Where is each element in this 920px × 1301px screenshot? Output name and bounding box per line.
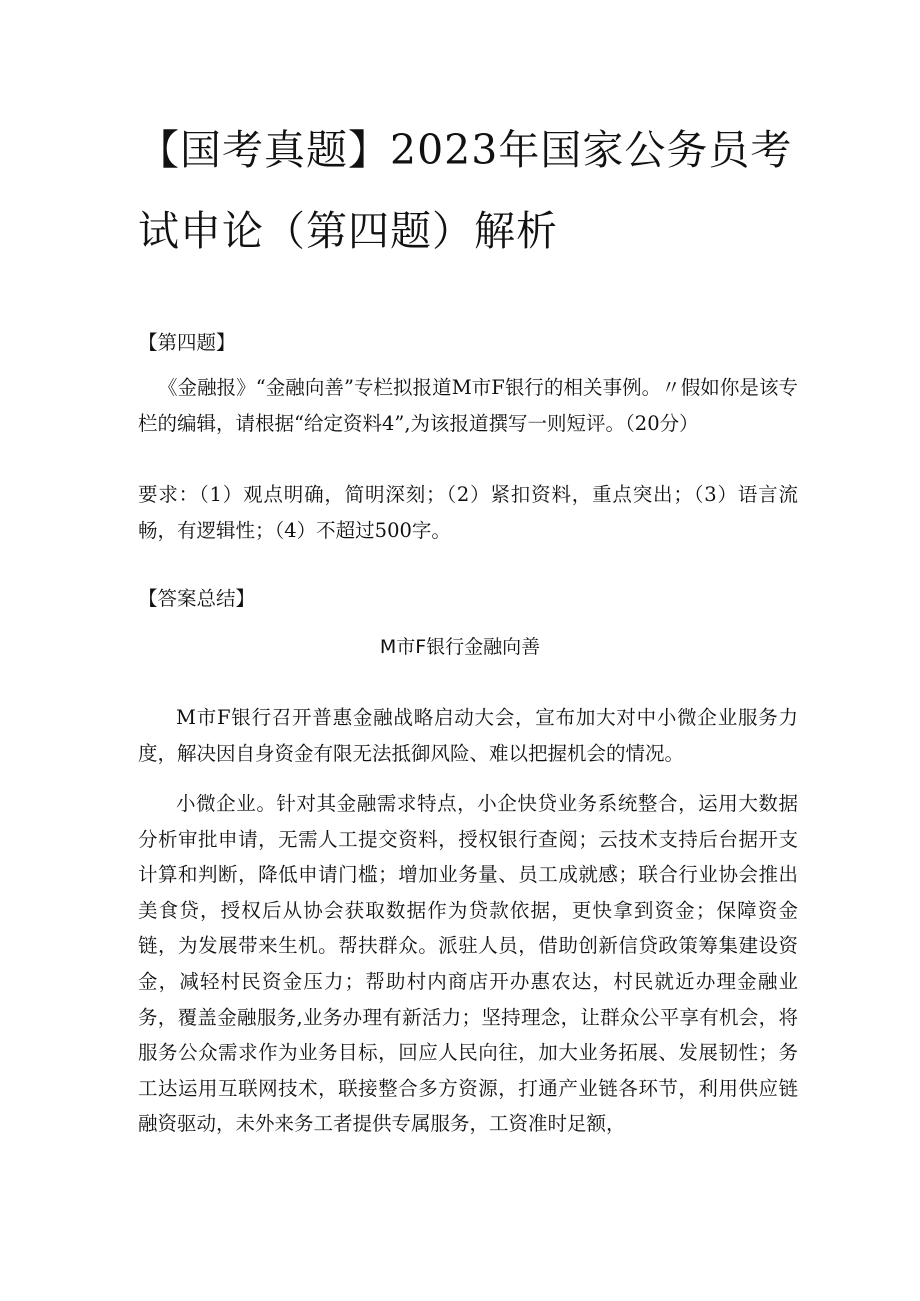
question-label: 【第四题】: [138, 331, 236, 354]
answer-heading: M市F银行金融向善: [379, 636, 541, 658]
question-text-content: 《金融报》“金融向善”专栏拟报道M市F银行的相关事例。〃假如你是该专栏的编辑，请根据“给定资料4”,为该报道撰写一则短评。（20分）: [138, 376, 798, 435]
answer-paragraph-1: M市F银行召开普惠金融战略启动大会，宣布加大对中小微企业服务力度，解决因自身资金有限无法抵御风险、难以把握机会的情况。: [138, 706, 798, 765]
document-title-line-2: 试申论（第四题）解析: [138, 207, 558, 255]
question-text: [138, 370, 798, 442]
requirements-text: 要求：（1）观点明确，简明深刻；（2）紧扣资料，重点突出；（3）语言流畅，有逻辑性；（4）不超过500字。: [138, 483, 798, 542]
document-title-line-1: 【国考真题】2023年国家公务员考: [138, 126, 793, 174]
answer-paragraph-2: 小微企业。针对其金融需求特点，小企快贷业务系统整合，运用大数据分析审批申请，无需人工提交资料，授权银行查阅；云技术支持后台据开支计算和判断，降低申请门槛；增加业务量、员工成就感；联合行业协会推出美食贷，授权后从协会获取数据作为贷款依据，更快拿到资金；保障资金链，为发展带来生机。帮扶群众。派驻人员，借助创新信贷政策筹集建设资金，减轻村民资金压力；帮助村内商店开办惠农达，村民就近办理金融业务，覆盖金融服务,业务办理有新活力；坚持理念，让群众公平享有机会，将服务公众需求作为业务目标，回应人民向往，加大业务拓展、发展韧性；务工达运用互联网技术，联接整合多方资源，打通产业链各环节，利用供应链融资驱动，未外来务工者提供专属服务，工资准时足额，: [138, 792, 798, 1136]
answer-label: 【答案总结】: [138, 587, 256, 610]
